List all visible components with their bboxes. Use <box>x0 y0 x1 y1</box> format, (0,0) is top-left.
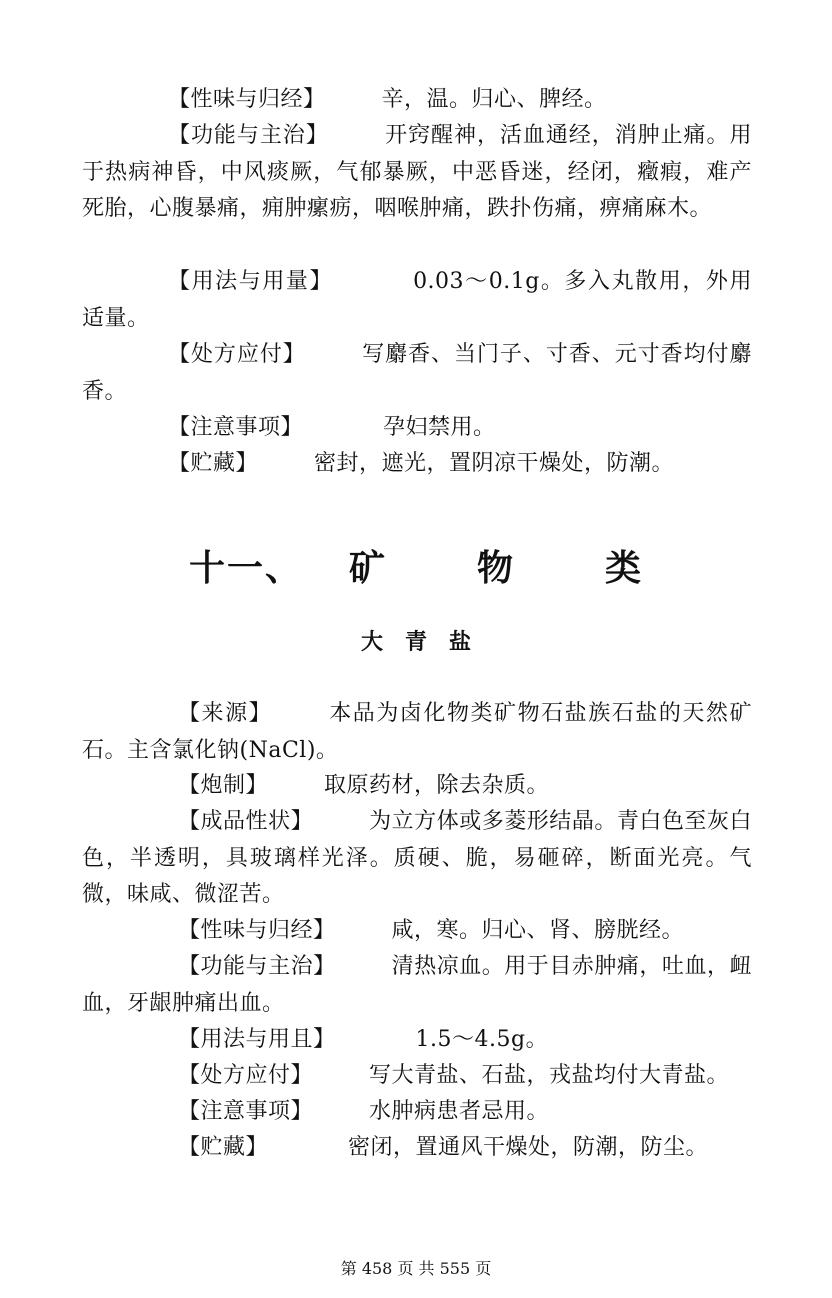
page-footer: 第 458 页 共 555 页 <box>340 1259 492 1278</box>
entry2-prescription <box>82 1058 752 1095</box>
entry-name: 大 青 盐 <box>360 629 471 655</box>
entry2-source <box>82 696 752 769</box>
entry1-function <box>82 118 752 228</box>
field-label: 【用法与用量】 <box>168 269 334 294</box>
field-text: 水肿病患者忌用。 <box>369 1099 550 1124</box>
field-text: 为立方体或多菱形结晶。青白色至灰白色，半透明，具玻璃样光泽。质硬、脆，易砸碎，断面光亮。气微，味咸、微涩苦。 <box>82 809 752 907</box>
field-label: 【成品性状】 <box>178 809 314 834</box>
field-label: 【用法与用且】 <box>178 1027 336 1052</box>
field-label: 【功能与主治】 <box>178 954 336 979</box>
entry1-taste <box>82 82 752 119</box>
section-title <box>0 540 832 591</box>
field-label: 【功能与主治】 <box>168 123 329 148</box>
field-label: 【注意事项】 <box>168 415 304 440</box>
entry2-processing <box>82 768 752 805</box>
field-label: 【贮藏】 <box>168 451 259 476</box>
field-label: 【性味与归经】 <box>178 918 336 943</box>
field-text: 清热凉血。用于目赤肿痛，吐血，衄血，牙龈肿痛出血。 <box>82 954 752 1016</box>
field-label: 【性味与归经】 <box>168 87 326 112</box>
field-text: 0.03～0.1g。多入丸散用，外用适量。 <box>82 269 752 331</box>
entry2-storage <box>82 1130 752 1167</box>
entry1-prescription <box>82 337 752 410</box>
field-text: 开窍醒神，活血通经，消肿止痛。用于热病神昏，中风痰厥，气郁暴厥，中恶昏迷，经闭，癥瘕，难产死胎，心腹暴痛，痈肿瘰疬，咽喉肿痛，跌扑伤痛，痹痛麻木。 <box>82 123 752 221</box>
field-text: 取原药材，除去杂质。 <box>324 773 550 798</box>
section-title-char-2: 物 <box>477 547 516 589</box>
field-text: 咸，寒。归心、肾、膀胱经。 <box>391 918 685 943</box>
section-title-char-1: 矿 <box>348 547 387 589</box>
entry1-caution <box>82 410 752 447</box>
field-label: 【来源】 <box>178 701 273 726</box>
field-text: 辛，温。归心、脾经。 <box>381 87 607 112</box>
field-text: 写麝香、当门子、寸香、元寸香均付麝香。 <box>82 342 752 404</box>
entry2-product <box>82 804 752 914</box>
field-text: 本品为卤化物类矿物石盐族石盐的天然矿石。主含氯化钠(NaCl)。 <box>82 701 752 763</box>
field-text: 写大青盐、石盐，戎盐均付大青盐。 <box>369 1063 730 1088</box>
field-label: 【处方应付】 <box>168 342 306 367</box>
field-text: 1.5～4.5g。 <box>415 1027 549 1052</box>
entry2-function <box>82 949 752 1022</box>
section-title-number: 十一、 <box>188 547 303 589</box>
field-text: 孕妇禁用。 <box>383 415 496 440</box>
field-text: 密闭，置通风干燥处，防潮，防尘。 <box>348 1135 709 1160</box>
entry2-dosage <box>82 1022 752 1059</box>
field-label: 【处方应付】 <box>178 1063 314 1088</box>
entry2-caution <box>82 1094 752 1131</box>
entry2-taste <box>82 913 752 950</box>
field-label: 【贮藏】 <box>178 1135 269 1160</box>
field-label: 【炮制】 <box>178 773 269 798</box>
entry1-dosage <box>82 264 752 337</box>
section-title-char-3: 类 <box>605 547 644 589</box>
field-label: 【注意事项】 <box>178 1099 314 1124</box>
field-text: 密封，遮光，置阴凉干燥处，防潮。 <box>314 451 675 476</box>
entry1-storage <box>82 446 752 483</box>
